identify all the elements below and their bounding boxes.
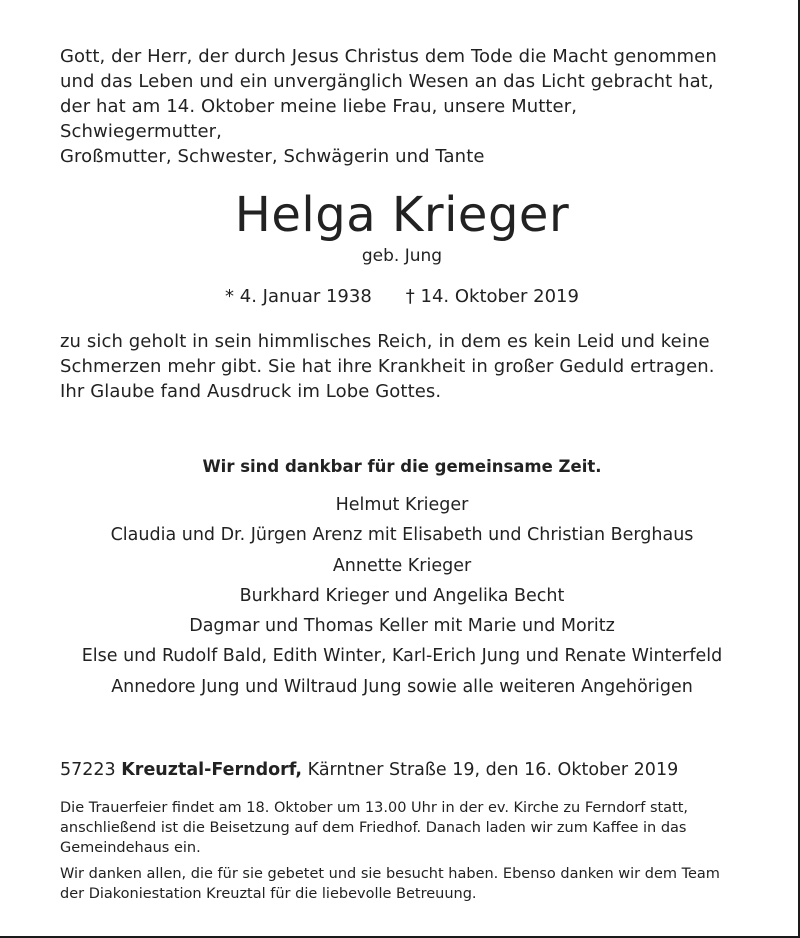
intro-line: Gott, der Herr, der durch Jesus Christus dem Tode die Macht genommen	[60, 46, 717, 67]
death-date: † 14. Oktober 2019	[405, 286, 579, 307]
birth-date: * 4. Januar 1938	[225, 286, 372, 307]
mourner-line: Helmut Krieger	[335, 495, 469, 515]
notice-paragraph: Die Trauerfeier findet am 18. Oktober um 13.00 Uhr in der ev. Kirche zu Ferndorf statt, anschließend ist die Beisetzung auf dem Friedhof. Danach laden wir zum Kaffee in das Gemeindehaus ein.	[60, 800, 689, 857]
notice-paragraph: Wir danken allen, die für sie gebetet und sie besucht haben. Ebenso danken wir dem Team der Diakoniestation Kreuztal für die liebevolle Betreuung.	[60, 866, 720, 903]
life-dates	[60, 285, 744, 309]
body-line: Schmerzen mehr gibt. Sie hat ihre Krankheit in großer Geduld ertragen.	[60, 356, 715, 377]
address-line	[60, 758, 744, 782]
mourner-line: Else und Rudolf Bald, Edith Winter, Karl-Erich Jung und Renate Winterfeld	[81, 646, 723, 667]
intro-line: der hat am 14. Oktober meine liebe Frau, unsere Mutter, Schwiegermutter,	[60, 96, 578, 142]
mourner-line: Dagmar und Thomas Keller mit Marie und Moritz	[189, 616, 615, 637]
intro-text	[60, 44, 744, 169]
body-line: zu sich geholt in sein himmlisches Reich, in dem es kein Leid und keine	[60, 331, 710, 352]
mourner-line: Claudia und Dr. Jürgen Arenz mit Elisabeth und Christian Berghaus	[110, 525, 694, 546]
address-rest: Kärntner Straße 19, den 16. Oktober 2019	[307, 760, 679, 781]
mourner-line: Burkhard Krieger und Angelika Becht	[239, 585, 565, 606]
address-town: Kreuztal-Ferndorf,	[121, 760, 303, 781]
intro-line: Großmutter, Schwester, Schwägerin und Tante	[60, 146, 485, 167]
mourner-line: Annette Krieger	[332, 555, 472, 576]
address-postcode: 57223	[60, 760, 116, 781]
deceased-name: Helga Krieger	[234, 187, 570, 243]
obituary-content	[60, 44, 744, 904]
body-line: Ihr Glaube fand Ausdruck im Lobe Gottes.	[60, 381, 442, 402]
thanks-heading: Wir sind dankbar für die gemeinsame Zeit.	[202, 457, 602, 476]
mourners-list	[60, 490, 744, 702]
intro-line: und das Leben und ein unvergänglich Wesen an das Licht gebracht hat,	[60, 71, 714, 92]
funeral-notice	[60, 798, 744, 904]
mourner-line: Annedore Jung und Wiltraud Jung sowie alle weiteren Angehörigen	[111, 676, 693, 697]
body-text	[60, 329, 744, 404]
maiden-name: geb. Jung	[361, 246, 443, 266]
